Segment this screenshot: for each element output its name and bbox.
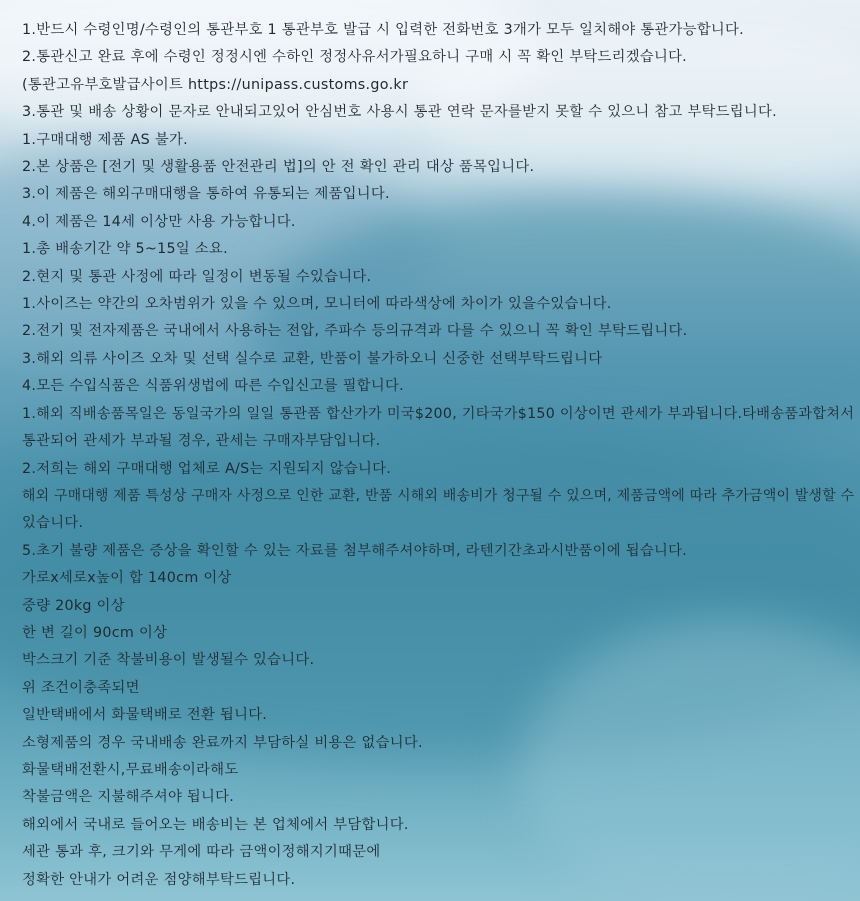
notice-line-27: 소형제품의 경우 국내배송 완료까지 부담하실 비용은 없습니다. [22,734,423,751]
notice-line-25: 위 조건이충족되면 [22,679,140,696]
notice-line-16: 통관되어 관세가 부과될 경우, 관세는 구매자부담입니다. [22,433,381,450]
notice-line-23: 한 변 길이 90cm 이상 [22,624,168,641]
notice-line-11: 1.사이즈는 약간의 오차범위가 있을 수 있으며, 모니터에 따라색상에 차이가 있을수있습니다. [22,296,612,313]
notice-line-24: 박스크기 기준 착불비용이 발생될수 있습니다. [22,652,315,669]
notice-line-28: 화물택배전환시,무료배송이라해도 [22,761,239,778]
notice-line-31: 세관 통과 후, 크기와 무게에 따라 금액이정해지기때문에 [22,844,381,861]
notice-line-30: 해외에서 국내로 들어오는 배송비는 본 업체에서 부담합니다. [22,816,409,833]
notice-line-21: 가로x세로x높이 합 140cm 이상 [22,570,232,587]
notice-line-14: 4.모든 수입식품은 식품위생법에 따른 수입신고를 필합니다. [22,378,404,395]
notice-line-8: 4.이 제품은 14세 이상만 사용 가능합니다. [22,213,296,230]
notice-line-1: 1.반드시 수령인명/수령인의 통관부호 1 통관부호 발급 시 입력한 전화번호 3개가 모두 일치해야 통관가능합니다. [22,22,744,38]
notice-line-2: 2.통관신고 완료 후에 수령인 정정시엔 수하인 정정사유서가필요하니 구매 시 꼭 확인 부탁드리겠습니다. [22,49,688,66]
notice-line-3: (통관고유부호발급사이트 https://unipass.customs.go.kr [22,76,409,93]
notice-line-22: 중량 20kg 이상 [22,597,125,614]
notice-line-4: 3.통관 및 배송 상황이 문자로 안내되고있어 안심번호 사용시 통관 연락 문자를받지 못할 수 있으니 참고 부탁드립니다. [22,104,777,121]
notice-line-12: 2.전기 및 전자제품은 국내에서 사용하는 전압, 주파수 등의규격과 다를 수 있으니 꼭 확인 부탁드립니다. [22,323,688,340]
notice-line-6: 2.본 상품은 [전기 및 생활용품 안전관리 법]의 안 전 확인 관리 대상 품목입니다. [22,159,535,176]
notice-line-19: 있습니다. [22,515,84,532]
shipping-notice-text [22,17,855,894]
notice-line-32: 정확한 안내가 어려운 점양해부탁드립니다. [22,871,296,888]
notice-line-10: 2.현지 및 통관 사정에 따라 일정이 변동될 수있습니다. [22,268,372,285]
notice-line-5: 1.구매대행 제품 AS 불가. [22,131,188,148]
notice-line-26: 일반택배에서 화물택배로 전환 됩니다. [22,707,268,724]
notice-line-13: 3.해외 의류 사이즈 오차 및 선택 실수로 교환, 반품이 불가하오니 신중한 선택부탁드립니다 [22,350,603,367]
notice-line-9: 1.총 배송기간 약 5~15일 소요. [22,241,228,258]
notice-line-17: 2.저희는 해외 구매대행 업체로 A/S는 지원되지 않습니다. [22,460,392,477]
notice-line-18: 해외 구매대행 제품 특성상 구매자 사정으로 인한 교환, 반품 시해외 배송비가 청구될 수 있으며, 제품금액에 따라 추가금액이 발생할 수 [22,487,855,504]
notice-line-15: 1.해외 직배송품목일은 동일국가의 일일 통관품 합산가가 미국$200, 기타국가$150 이상이면 관세가 부과됩니다.타배송품과합쳐서 [22,405,855,422]
notice-line-29: 착불금액은 지불해주셔야 됩니다. [22,789,235,806]
notice-line-20: 5.초기 불량 제품은 증상을 확인할 수 있는 자료를 첨부해주셔야하며, 라텐기간초과시반품이에 됩습니다. [22,542,688,559]
notice-line-7: 3.이 제품은 해외구매대행을 통하여 유통되는 제품입니다. [22,186,390,203]
